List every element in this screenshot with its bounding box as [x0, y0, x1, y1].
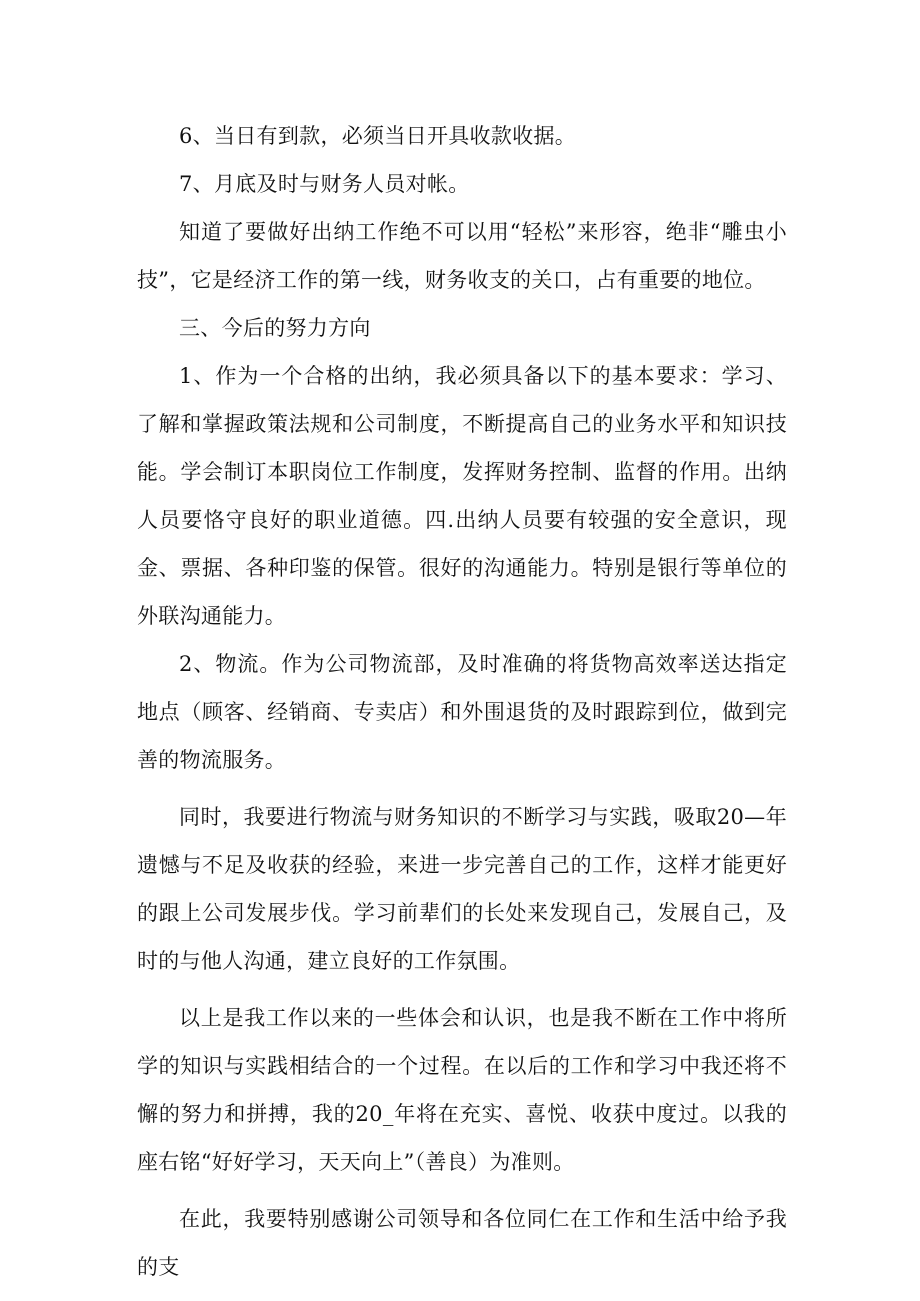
- paragraph-cashier-importance: 知道了要做好出纳工作绝不可以用“轻松”来形容，绝非“雕虫小技”，它是经济工作的第一线，财务收支的关口，占有重要的地位。: [137, 220, 787, 292]
- section-heading-future-direction: 三、今后的努力方向: [179, 316, 371, 340]
- paragraph-thanks: 在此，我要特别感谢公司领导和各位同仁在工作和生活中给予我的支: [137, 1207, 787, 1279]
- paragraph-item-1-cashier-requirements: 1、作为一个合格的出纳，我必须具备以下的基本要求：学习、了解和掌握政策法规和公司制度，不断提高自己的业务水平和知识技能。学会制订本职岗位工作制度，发挥财务控制、监督的作用。出纳人员要恪守良好的职业道德。四.出纳人员要有较强的安全意识，现金、票据、各种印鉴的保管。很好的沟通能力。特别是银行等单位的外联沟通能力。: [137, 364, 787, 628]
- paragraph-summary: 以上是我工作以来的一些体会和认识，也是我不断在工作中将所学的知识与实践相结合的一个过程。在以后的工作和学习中我还将不懈的努力和拼搏，我的20_年将在充实、喜悦、收获中度过。以我的座右铭“好好学习，天天向上”（善良）为准则。: [137, 1006, 787, 1174]
- paragraph-item-6: 6、当日有到款，必须当日开具收款收据。: [179, 124, 577, 148]
- paragraph-continuous-learning: 同时，我要进行物流与财务知识的不断学习与实践，吸取20—年遗憾与不足及收获的经验，来进一步完善自己的工作，这样才能更好的跟上公司发展步伐。学习前辈们的长处来发现自己，发展自己，及时的与他人沟通，建立良好的工作氛围。: [137, 805, 787, 973]
- document-body: [137, 112, 787, 1291]
- paragraph-item-7: 7、月底及时与财务人员对帐。: [179, 172, 470, 196]
- paragraph-item-2-logistics: 2、物流。作为公司物流部，及时准确的将货物高效率送达指定地点（顾客、经销商、专卖店）和外围退货的及时跟踪到位，做到完善的物流服务。: [137, 652, 787, 772]
